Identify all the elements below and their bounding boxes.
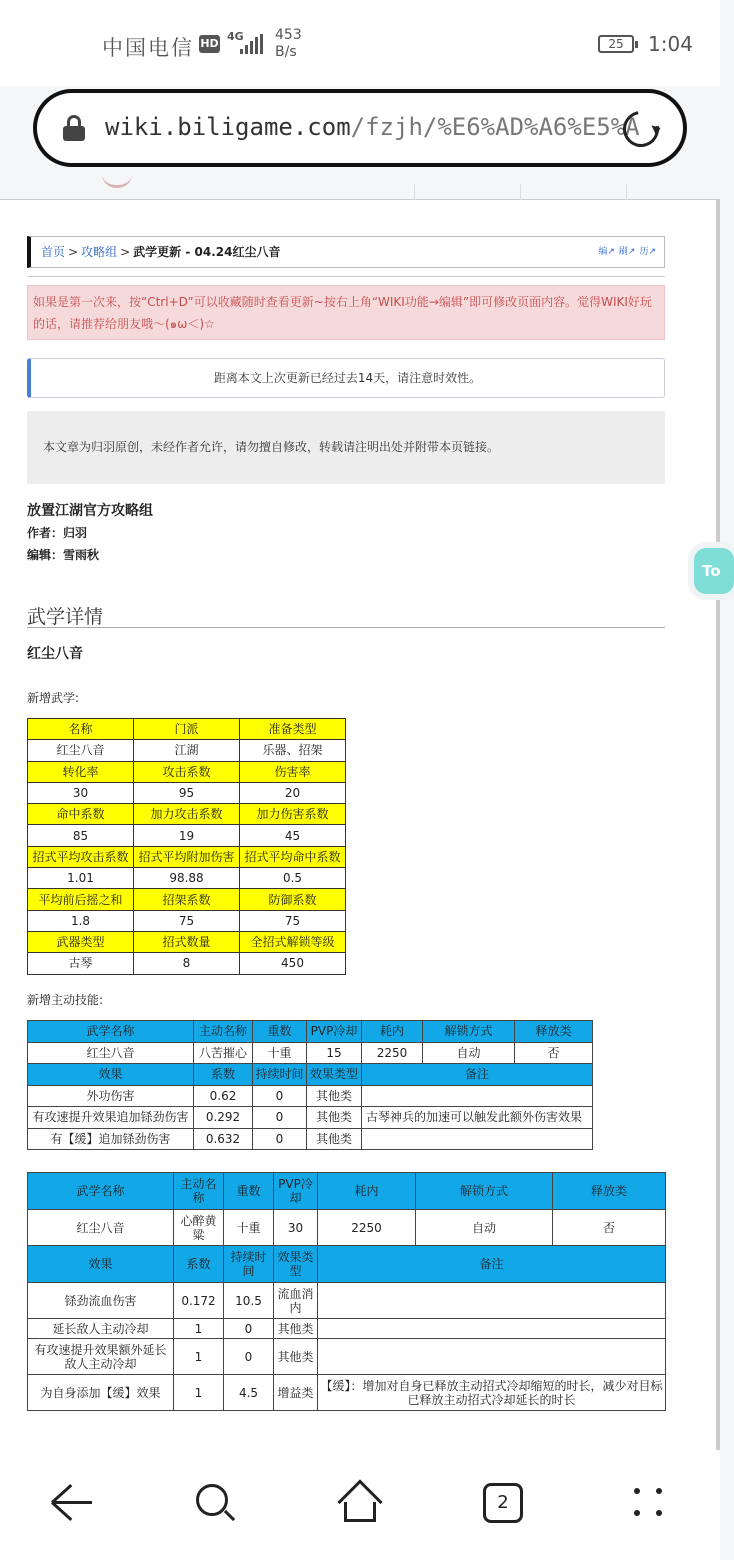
table-header-row [28, 1021, 593, 1043]
table-header-row [28, 1064, 593, 1086]
hd-icon: HD [199, 35, 220, 53]
table-cell: 释放类 [553, 1173, 666, 1210]
editor-line: 编辑：雪雨秋 [27, 548, 100, 562]
table-header-row [28, 889, 346, 910]
table-cell: 古琴神兵的加速可以触发此额外伤害效果 [362, 1107, 593, 1129]
table-cell: 备注 [318, 1246, 666, 1283]
table-cell: 其他类 [307, 1085, 362, 1107]
table-cell: 有【缓】追加铩劲伤害 [28, 1128, 194, 1150]
table-header-row [28, 719, 346, 740]
table-cell: 85 [28, 825, 134, 846]
table-cell: 75 [240, 910, 346, 931]
table-cell: 0.172 [174, 1283, 224, 1319]
table-cell: 十重 [253, 1042, 307, 1064]
back-arrow-icon[interactable] [50, 1483, 94, 1523]
table-cell: 0 [224, 1339, 274, 1375]
table-cell: 1 [174, 1339, 224, 1375]
table-cell: 延长敌人主动冷却 [28, 1319, 174, 1339]
table-cell: 效果 [28, 1064, 194, 1086]
site-logo[interactable] [102, 174, 132, 188]
table-cell: 持续时间 [253, 1064, 307, 1086]
search-icon[interactable] [196, 1484, 236, 1524]
table-cell: 其他类 [307, 1128, 362, 1150]
table-cell: 转化率 [28, 761, 134, 782]
table-cell: 全招式解锁等级 [240, 931, 346, 952]
table-cell [318, 1339, 666, 1375]
url-text[interactable]: wiki.biligame.com/fzjh/%E6%AD%A6%E5%A [105, 113, 640, 141]
table-header-row [28, 761, 346, 782]
table-header-row [28, 931, 346, 952]
table-row [28, 1128, 593, 1150]
refresh-link[interactable]: 刷 [618, 247, 628, 257]
network-label: 4G [227, 30, 244, 43]
table-row [28, 953, 346, 974]
status-bar [0, 0, 720, 86]
table-cell: 0.5 [240, 868, 346, 889]
table-cell: 10.5 [224, 1283, 274, 1319]
table-cell: 2250 [362, 1042, 423, 1064]
table-cell: 招式数量 [134, 931, 240, 952]
table-row [28, 1339, 666, 1375]
copyright-notice: 本文章为归羽原创，未经作者允许，请勿擅自修改，转载请注明出处并附带本页链接。 [27, 411, 665, 484]
breadcrumb: 首页 > 攻略组 > 武学更新 - 04.24红尘八音 编↗ 刷↗ 历↗ [27, 236, 665, 268]
table-cell: 为自身添加【缓】效果 [28, 1375, 174, 1411]
table-cell: 耗内 [362, 1021, 423, 1043]
table-cell: 0 [253, 1085, 307, 1107]
table-cell: 否 [515, 1042, 593, 1064]
table-cell [362, 1085, 593, 1107]
new-wuxue-label: 新增武学: [27, 691, 80, 705]
skill-table-2 [27, 1172, 666, 1411]
table-row [28, 868, 346, 889]
wuxue-stats-table [27, 718, 346, 975]
table-cell: 平均前后摇之和 [28, 889, 134, 910]
table-cell [318, 1319, 666, 1339]
table-cell: 红尘八音 [28, 740, 134, 761]
table-cell: 系数 [194, 1064, 253, 1086]
table-cell: 外功伤害 [28, 1085, 194, 1107]
table-cell: 红尘八音 [28, 1042, 194, 1064]
table-cell: 0 [253, 1128, 307, 1150]
table-cell: 1 [174, 1375, 224, 1411]
floating-tool-button[interactable]: To [694, 548, 734, 594]
divider [27, 276, 665, 277]
new-skill-label: 新增主动技能: [27, 993, 104, 1007]
table-header-row [28, 804, 346, 825]
table-cell: 1.01 [28, 868, 134, 889]
table-header-row [28, 1246, 666, 1283]
table-header-row [28, 1173, 666, 1210]
subsection-heading: 红尘八音 [27, 646, 83, 662]
group-title: 放置江湖官方攻略组 [27, 503, 153, 519]
browser-nav-bar [0, 1450, 720, 1560]
net-speed: 453 B/s [275, 27, 302, 60]
table-cell: 95 [134, 782, 240, 803]
table-cell: 武学名称 [28, 1021, 194, 1043]
table-cell: 0 [253, 1107, 307, 1129]
table-cell: 20 [240, 782, 346, 803]
table-cell: 招式平均命中系数 [240, 846, 346, 867]
section-heading: 武学详情 [27, 602, 665, 628]
table-cell: 450 [240, 953, 346, 974]
table-cell: 准备类型 [240, 719, 346, 740]
table-cell: 红尘八音 [28, 1210, 174, 1246]
table-row [28, 782, 346, 803]
breadcrumb-home-link[interactable]: 首页 [41, 245, 66, 259]
table-cell: 江湖 [134, 740, 240, 761]
table-cell: 铩劲流血伤害 [28, 1283, 174, 1319]
table-row [28, 1375, 666, 1411]
table-row [28, 1210, 666, 1246]
signal-icon [240, 34, 264, 54]
table-cell: 否 [553, 1210, 666, 1246]
table-row [28, 825, 346, 846]
table-cell: 招式平均附加伤害 [134, 846, 240, 867]
carrier-label: 中国电信 [102, 36, 194, 60]
table-cell: 有攻速提升效果追加铩劲伤害 [28, 1107, 194, 1129]
table-cell: 释放类 [515, 1021, 593, 1043]
table-cell: 0 [224, 1319, 274, 1339]
table-cell [362, 1128, 593, 1150]
table-cell: 增益类 [274, 1375, 318, 1411]
reload-icon[interactable] [616, 104, 666, 154]
table-cell: PVP冷却 [274, 1173, 318, 1210]
tip-notice: 如果是第一次来，按“Ctrl+D”可以收藏随时查看更新~按右上角“WIKI功能→编辑”即可修改页面内容。觉得WIKI好玩的话，请推荐给朋友哦～(๑ω＜)☆ [27, 285, 665, 340]
home-icon[interactable] [338, 1480, 382, 1524]
breadcrumb-group-link[interactable]: 攻略组 [81, 245, 118, 259]
table-cell: 【缓】：增加对自身已释放主动招式冷却缩短的时长，减少对目标已释放主动招式冷却延长的时长 [318, 1375, 666, 1411]
table-cell: 加力攻击系数 [134, 804, 240, 825]
table-cell: 持续时间 [224, 1246, 274, 1283]
table-cell: 8 [134, 953, 240, 974]
battery-icon: 25 [598, 35, 634, 53]
table-cell: 乐器、招架 [240, 740, 346, 761]
table-cell: 4.5 [224, 1375, 274, 1411]
clock: 1:04 [648, 32, 693, 56]
table-cell: 备注 [362, 1064, 593, 1086]
table-cell: 效果类型 [307, 1064, 362, 1086]
table-cell: 其他类 [274, 1319, 318, 1339]
table-cell: PVP冷却 [307, 1021, 362, 1043]
table-cell: 75 [134, 910, 240, 931]
table-cell [318, 1283, 666, 1319]
table-cell: 命中系数 [28, 804, 134, 825]
table-row [28, 1085, 593, 1107]
table-cell: 流血消内 [274, 1283, 318, 1319]
table-cell: 30 [28, 782, 134, 803]
table-cell: 心醉黄粱 [174, 1210, 224, 1246]
table-cell: 15 [307, 1042, 362, 1064]
table-row [28, 910, 346, 931]
table-cell: 解锁方式 [423, 1021, 515, 1043]
table-cell: 解锁方式 [416, 1173, 553, 1210]
table-header-row [28, 846, 346, 867]
table-cell: 30 [274, 1210, 318, 1246]
table-cell: 主动名称 [194, 1021, 253, 1043]
table-cell: 攻击系数 [134, 761, 240, 782]
table-cell: 45 [240, 825, 346, 846]
table-cell: 有攻速提升效果额外延长敌人主动冷却 [28, 1339, 174, 1375]
scrollbar[interactable] [716, 200, 720, 1450]
tabs-icon[interactable]: 2 [483, 1483, 523, 1523]
table-cell: 武学名称 [28, 1173, 174, 1210]
table-row [28, 1319, 666, 1339]
table-cell: 防御系数 [240, 889, 346, 910]
table-cell: 十重 [224, 1210, 274, 1246]
table-cell: 自动 [416, 1210, 553, 1246]
table-cell: 八苦摧心 [194, 1042, 253, 1064]
update-notice: 距离本文上次更新已经过去14天，请注意时效性。 [27, 358, 665, 398]
lock-icon [63, 115, 85, 141]
table-cell: 效果 [28, 1246, 174, 1283]
table-cell: 其他类 [307, 1107, 362, 1129]
table-cell: 1.8 [28, 910, 134, 931]
table-cell: 门派 [134, 719, 240, 740]
table-cell: 重数 [253, 1021, 307, 1043]
menu-dots-icon[interactable] [632, 1486, 666, 1520]
table-row [28, 1042, 593, 1064]
edit-link[interactable]: 编 [598, 247, 608, 257]
table-cell: 效果类型 [274, 1246, 318, 1283]
table-cell: 加力伤害系数 [240, 804, 346, 825]
table-cell: 1 [174, 1319, 224, 1339]
table-cell: 伤害率 [240, 761, 346, 782]
table-cell: 武器类型 [28, 931, 134, 952]
table-row [28, 1107, 593, 1129]
address-bar[interactable] [33, 89, 687, 167]
page-tools: 编↗ 刷↗ 历↗ [598, 247, 656, 257]
table-cell: 0.292 [194, 1107, 253, 1129]
table-cell: 19 [134, 825, 240, 846]
table-cell: 0.62 [194, 1085, 253, 1107]
table-cell: 系数 [174, 1246, 224, 1283]
skill-table-1 [27, 1020, 593, 1150]
breadcrumb-current: 武学更新 - 04.24红尘八音 [133, 245, 281, 259]
table-cell: 自动 [423, 1042, 515, 1064]
author-line: 作者：归羽 [27, 526, 88, 540]
table-cell: 主动名称 [174, 1173, 224, 1210]
table-cell: 其他类 [274, 1339, 318, 1375]
table-row [28, 740, 346, 761]
table-cell: 招式平均攻击系数 [28, 846, 134, 867]
table-cell: 古琴 [28, 953, 134, 974]
table-cell: 名称 [28, 719, 134, 740]
table-cell: 招架系数 [134, 889, 240, 910]
history-link[interactable]: 历 [639, 247, 649, 257]
page-header-strip [0, 178, 720, 200]
table-cell: 重数 [224, 1173, 274, 1210]
table-cell: 98.88 [134, 868, 240, 889]
table-row [28, 1283, 666, 1319]
table-cell: 耗内 [318, 1173, 416, 1210]
table-cell: 0.632 [194, 1128, 253, 1150]
table-cell: 2250 [318, 1210, 416, 1246]
